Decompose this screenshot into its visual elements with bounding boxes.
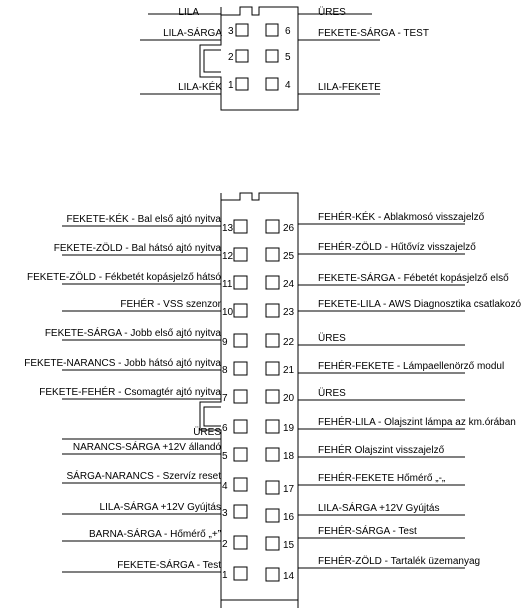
pin-box-5 <box>234 448 247 461</box>
pin-box-2 <box>234 536 247 549</box>
pin-number: 5 <box>285 52 291 63</box>
pin-label-19: FEHÉR-LILA - Olajszint lámpa az km.órában <box>318 417 516 428</box>
pin-number: 2 <box>222 539 228 550</box>
pin-label-25: FEHÉR-ZÖLD - Hűtővíz visszajelző <box>318 242 476 253</box>
pin-label-7: FEKETE-FEHÉR - Csomagtér ajtó nyitva <box>39 387 221 398</box>
pin-label-6: ÜRES <box>193 427 221 438</box>
pin-box-9 <box>234 334 247 347</box>
pin-label-10: FEHÉR - VSS szenzor <box>120 299 221 310</box>
pin-box-26 <box>266 220 279 233</box>
pin-number: 2 <box>228 52 234 63</box>
pin-box-top-2 <box>236 50 248 62</box>
pin-number: 19 <box>283 423 295 434</box>
pin-label-16: LILA-SÁRGA +12V Gyújtás <box>318 503 440 514</box>
pin-box-14 <box>266 568 279 581</box>
pin-number: 1 <box>222 570 228 581</box>
pin-label-3: LILA-SÁRGA +12V Gyújtás <box>99 502 221 513</box>
pin-label-17: FEHÉR-FEKETE Hőmérő „-„ <box>318 473 446 484</box>
pin-number: 6 <box>222 423 228 434</box>
pin-number: 7 <box>222 393 228 404</box>
pin-number: 18 <box>283 451 295 462</box>
pin-box-15 <box>266 537 279 550</box>
pin-box-24 <box>266 276 279 289</box>
pin-label-top-4: LILA-FEKETE <box>318 82 381 93</box>
pin-label-26: FEHÉR-KÉK - Ablakmosó visszajelző <box>318 212 485 223</box>
pin-box-top-5 <box>266 50 278 62</box>
pin-box-3 <box>234 505 247 518</box>
pin-number: 25 <box>283 251 295 262</box>
pin-box-16 <box>266 509 279 522</box>
pin-label-5: NARANCS-SÁRGA +12V állandó <box>72 442 221 453</box>
pin-label-top-1: LILA-KÉK <box>178 82 222 93</box>
pin-number: 3 <box>222 508 228 519</box>
pin-number: 17 <box>283 484 295 495</box>
pin-box-21 <box>266 362 279 375</box>
pin-number: 3 <box>228 26 234 37</box>
pin-box-4 <box>234 478 247 491</box>
pin-number: 22 <box>283 337 295 348</box>
pin-number: 16 <box>283 512 295 523</box>
bottom-connector <box>62 193 465 608</box>
pin-label-24: FEKETE-SÁRGA - Fébetét kopásjelző első <box>318 273 509 284</box>
pin-box-top-3 <box>236 24 248 36</box>
pin-box-top-1 <box>236 78 248 90</box>
pin-label-23: FEKETE-LILA - AWS Diagnosztika csatlakozó <box>318 299 522 310</box>
pin-label-18: FEHÉR Olajszint visszajelző <box>318 445 445 456</box>
pin-label-2: BARNA-SÁRGA - Hőmérő „+” <box>89 529 221 540</box>
pin-box-17 <box>266 481 279 494</box>
pin-box-18 <box>266 448 279 461</box>
pin-number: 4 <box>285 80 291 91</box>
pin-box-19 <box>266 420 279 433</box>
pin-box-7 <box>234 390 247 403</box>
pin-label-20: ÜRES <box>318 388 346 399</box>
top-connector <box>140 7 380 110</box>
pin-box-6 <box>234 420 247 433</box>
pin-number: 13 <box>222 223 234 234</box>
pin-label-21: FEHÉR-FEKETE - Lámpaellenörző modul <box>318 361 505 372</box>
pin-label-14: FEHÉR-ZÖLD - Tartalék üzemanyag <box>318 556 481 567</box>
top-connector-outline <box>200 7 298 110</box>
pin-box-13 <box>234 220 247 233</box>
header-right-label: ÜRES <box>318 7 346 18</box>
pin-number: 9 <box>222 337 228 348</box>
pin-label-22: ÜRES <box>318 333 346 344</box>
pin-number: 6 <box>285 26 291 37</box>
pin-number: 24 <box>283 279 295 290</box>
pin-box-8 <box>234 362 247 375</box>
pin-box-1 <box>234 567 247 580</box>
pin-label-13: FEKETE-KÉK - Bal első ajtó nyitva <box>66 214 221 225</box>
pin-label-12: FEKETE-ZÖLD - Bal hátsó ajtó nyitva <box>53 243 221 254</box>
pin-label-top-3: LILA-SÁRGA <box>163 28 222 39</box>
pin-box-top-6 <box>266 24 278 36</box>
pin-label-top-6: FEKETE-SÁRGA - TEST <box>318 28 429 39</box>
pin-label-1: FEKETE-SÁRGA - Test <box>117 560 221 571</box>
pin-number: 15 <box>283 540 295 551</box>
pin-number: 8 <box>222 365 228 376</box>
pin-box-10 <box>234 304 247 317</box>
pin-label-8: FEKETE-NARANCS - Jobb hátsó ajtó nyitva <box>24 358 221 369</box>
pin-number: 11 <box>222 279 233 290</box>
pin-box-12 <box>234 248 247 261</box>
pin-label-11: FEKETE-ZÖLD - Fékbetét kopásjelző hátsó <box>27 272 221 283</box>
pin-box-11 <box>234 276 247 289</box>
pin-box-23 <box>266 304 279 317</box>
pin-number: 23 <box>283 307 295 318</box>
pin-box-top-4 <box>266 78 278 90</box>
pin-label-9: FEKETE-SÁRGA - Jobb első ajtó nyitva <box>44 328 221 339</box>
pin-number: 5 <box>222 451 228 462</box>
pin-box-25 <box>266 248 279 261</box>
pin-number: 26 <box>283 223 295 234</box>
pin-number: 10 <box>222 307 234 318</box>
pin-number: 4 <box>222 481 228 492</box>
pin-number: 1 <box>228 80 234 91</box>
pin-box-22 <box>266 334 279 347</box>
pin-number: 12 <box>222 251 234 262</box>
top-connector-latch <box>204 50 221 72</box>
pin-label-4: SÁRGA-NARANCS - Szervíz reset <box>66 471 221 482</box>
pin-label-15: FEHÉR-SÁRGA - Test <box>318 526 417 537</box>
pin-number: 14 <box>283 571 295 582</box>
bottom-connector-latch <box>204 407 221 426</box>
pin-number: 21 <box>283 365 295 376</box>
header-left-label: LILA <box>178 7 199 18</box>
pin-box-20 <box>266 390 279 403</box>
pin-number: 20 <box>283 393 295 404</box>
